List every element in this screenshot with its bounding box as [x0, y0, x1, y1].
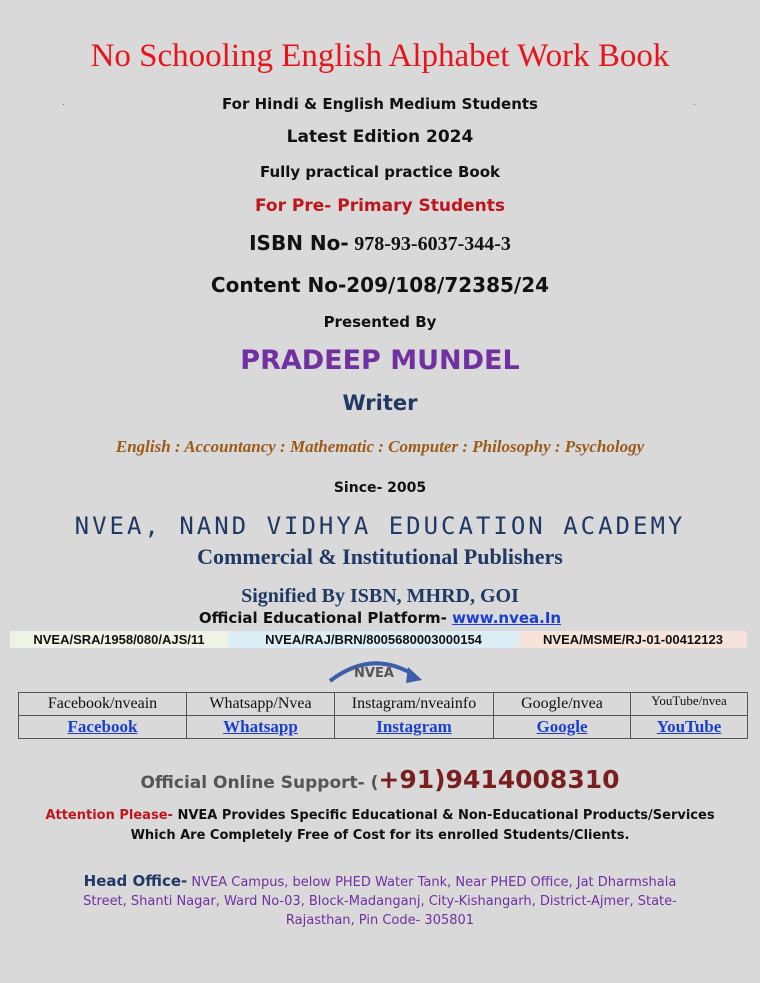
audience-line: For Pre- Primary Students	[254, 196, 505, 216]
registration-bar	[10, 631, 747, 648]
practical-line: Fully practical practice Book	[259, 163, 501, 181]
isbn-value: 978-93-6037-344-3	[354, 233, 511, 255]
registration-brn: NVEA/RAJ/BRN/8005680003000154	[228, 631, 519, 648]
head-office-line-1	[0, 872, 760, 890]
google-link[interactable]: Google	[536, 717, 588, 736]
attention-line-2: Which Are Completely Free of Cost for its enrolled Students/Clients.	[130, 828, 630, 843]
instagram-cell	[335, 716, 494, 739]
social-handles-row	[19, 693, 748, 716]
handle-facebook: Facebook/nveain	[19, 693, 187, 716]
registration-msme: NVEA/MSME/RJ-01-00412123	[519, 631, 747, 648]
author-name: PRADEEP MUNDEL	[240, 345, 520, 376]
book-title: No Schooling English Alphabet Work Book	[90, 38, 670, 74]
since-line: Since- 2005	[333, 480, 427, 496]
youtube-cell	[631, 716, 748, 739]
instagram-link[interactable]: Instagram	[376, 717, 452, 736]
subjects-list: English : Accountancy : Mathematic : Computer : Philosophy : Psychology	[115, 437, 645, 456]
head-office-line-3: Rajasthan, Pin Code- 305801	[285, 913, 475, 928]
social-table	[18, 692, 748, 739]
whatsapp-cell	[187, 716, 335, 739]
presented-by: Presented By	[323, 313, 437, 331]
support-line	[0, 765, 760, 794]
medium-line: For Hindi & English Medium Students	[222, 95, 538, 113]
google-cell	[494, 716, 631, 739]
isbn-label: ISBN No-	[249, 231, 349, 255]
nvea-logo: NVEA	[354, 666, 394, 681]
support-label: Official Online Support- (	[140, 773, 379, 793]
isbn-line	[0, 231, 760, 256]
platform-line	[0, 609, 760, 627]
support-phone: +91)9414008310	[378, 765, 620, 794]
publishers-line: Commercial & Institutional Publishers	[197, 544, 563, 569]
attention-text-1: NVEA Provides Specific Educational & Non-Educational Products/Services	[177, 808, 715, 823]
facebook-cell	[19, 716, 187, 739]
edition-line: Latest Edition 2024	[286, 127, 474, 147]
registration-sra: NVEA/SRA/1958/080/AJS/11	[10, 631, 228, 648]
social-links-row	[19, 716, 748, 739]
head-office-line-2: Street, Shanti Nagar, Ward No-03, Block-Madanganj, City-Kishangarh, District-Ajmer, State-	[83, 894, 677, 909]
author-role: Writer	[342, 391, 418, 415]
platform-label: Official Educational Platform-	[198, 609, 447, 627]
facebook-link[interactable]: Facebook	[67, 717, 138, 736]
handle-google: Google/nvea	[494, 693, 631, 716]
academy-name: NVEA, NAND VIDHYA EDUCATION ACADEMY	[74, 512, 686, 540]
handle-whatsapp: Whatsapp/Nvea	[187, 693, 335, 716]
head-office-label: Head Office-	[83, 872, 188, 890]
whatsapp-link[interactable]: Whatsapp	[223, 717, 298, 736]
content-number: Content No-209/108/72385/24	[210, 273, 550, 297]
handle-youtube: YouTube/nvea	[631, 693, 748, 716]
handle-instagram: Instagram/nveainfo	[335, 693, 494, 716]
signified-line: Signified By ISBN, MHRD, GOI	[241, 585, 519, 607]
attention-label: Attention Please-	[45, 808, 173, 823]
attention-line-1	[0, 808, 760, 823]
platform-link[interactable]: www.nvea.In	[452, 609, 562, 627]
head-office-text-1: NVEA Campus, below PHED Water Tank, Near PHED Office, Jat Dharmshala	[191, 875, 677, 890]
youtube-link[interactable]: YouTube	[656, 717, 722, 736]
